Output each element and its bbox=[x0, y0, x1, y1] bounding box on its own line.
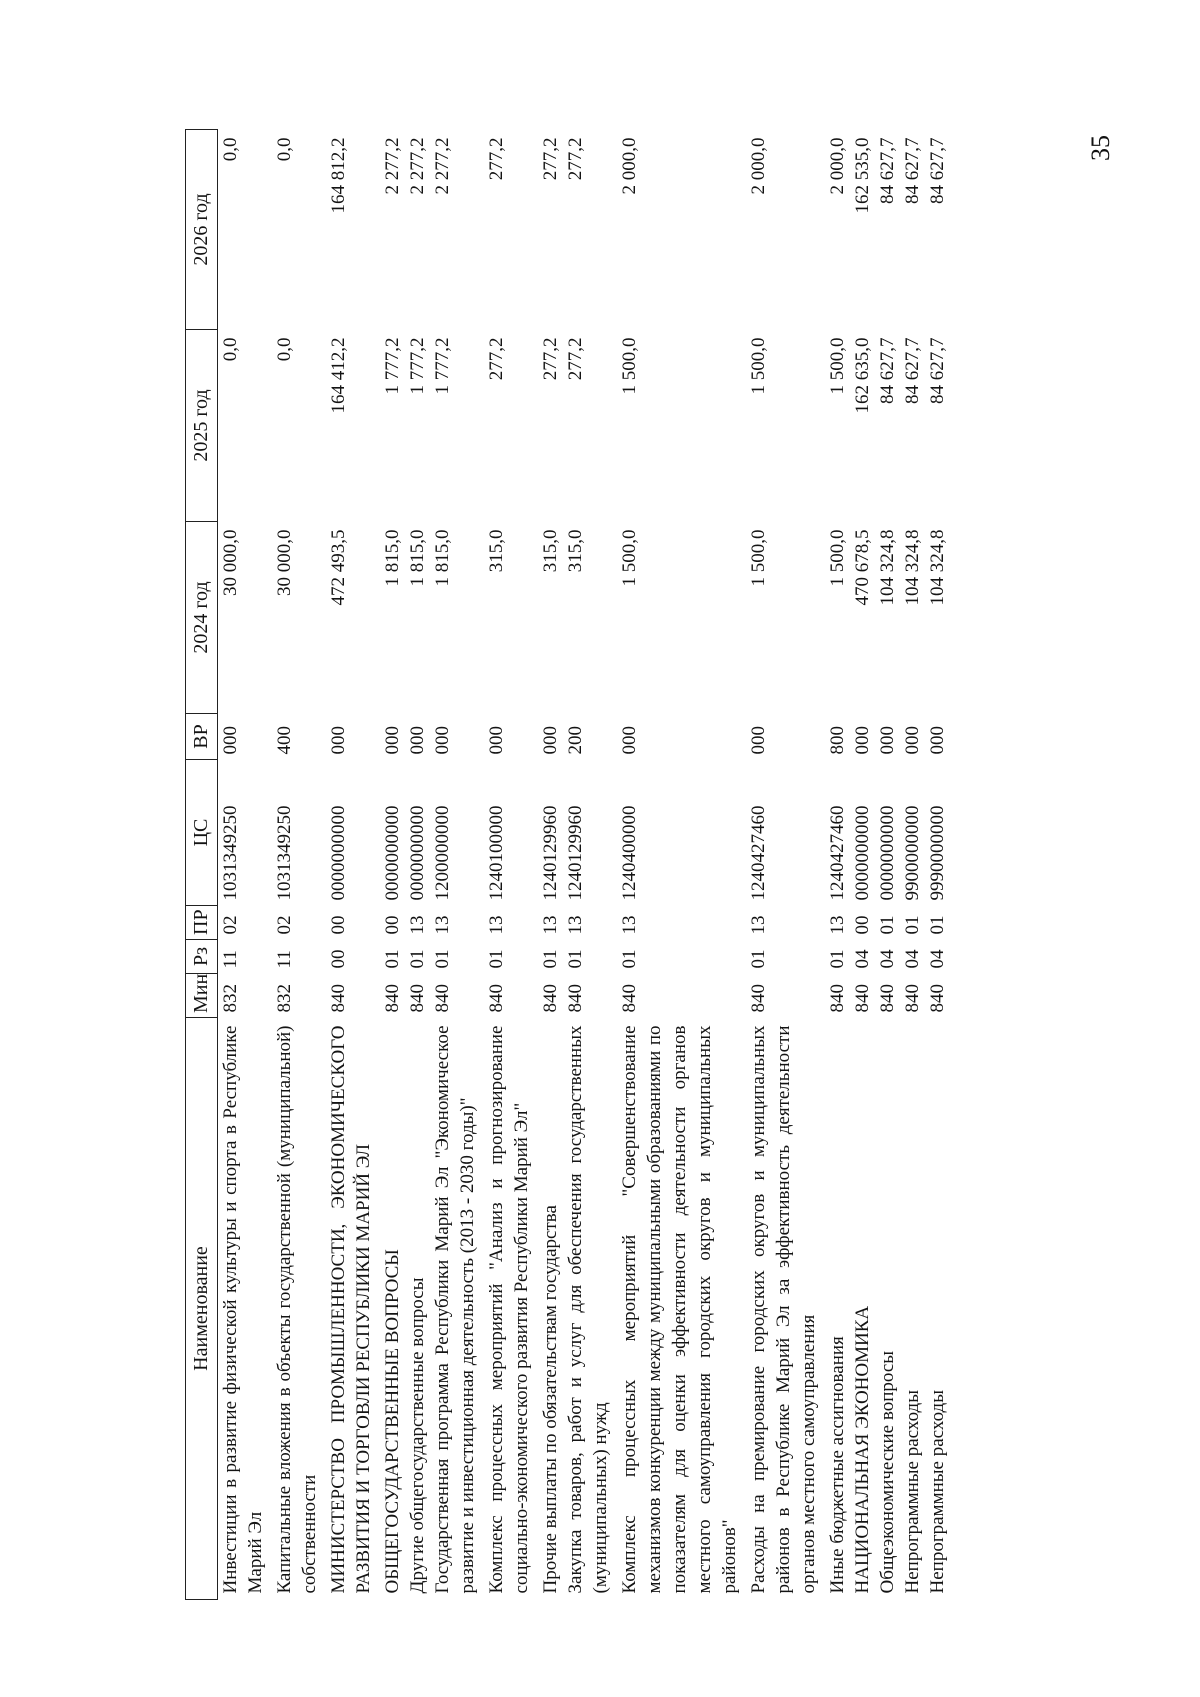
cell-pr: 13 bbox=[432, 915, 453, 935]
cell-y2026: 2 000,0 bbox=[748, 137, 769, 195]
header-pr: ПР bbox=[186, 906, 218, 940]
cell-y2026: 84 627,7 bbox=[902, 137, 923, 204]
cell-rz: 01 bbox=[486, 949, 507, 969]
cell-y2026: 277,2 bbox=[486, 137, 507, 181]
cell-min: 840 bbox=[852, 984, 873, 1013]
cell-rz: 04 bbox=[902, 949, 923, 969]
cell-cs: 9990000000 bbox=[927, 805, 948, 901]
cell-y2026: 2 277,2 bbox=[432, 137, 453, 195]
cell-y2026: 0,0 bbox=[274, 137, 295, 162]
cell-cs: 0000000000 bbox=[382, 805, 403, 901]
cell-y2026: 277,2 bbox=[540, 137, 561, 181]
cell-name: Общеэкономические вопросы bbox=[877, 1350, 898, 1594]
table-row bbox=[272, 130, 322, 1600]
table-row bbox=[405, 130, 430, 1600]
cell-min: 840 bbox=[927, 984, 948, 1013]
cell-y2024: 315,0 bbox=[565, 529, 586, 573]
header-cs: ЦС bbox=[186, 760, 218, 906]
table-row bbox=[617, 130, 742, 1600]
cell-y2025: 1 500,0 bbox=[748, 337, 769, 395]
cell-y2024: 1 500,0 bbox=[827, 529, 848, 587]
rotated-table-container bbox=[185, 130, 985, 1600]
cell-name: Капитальные вложения в объекты государственной (муниципальной) собственности bbox=[274, 1025, 320, 1594]
cell-y2024: 472 493,5 bbox=[328, 529, 349, 606]
cell-pr: 01 bbox=[927, 915, 948, 935]
cell-vr: 000 bbox=[220, 726, 241, 755]
cell-min: 840 bbox=[902, 984, 923, 1013]
cell-vr: 000 bbox=[619, 726, 640, 755]
cell-y2025: 277,2 bbox=[565, 337, 586, 381]
cell-y2026: 164 812,2 bbox=[328, 137, 349, 214]
cell-min: 840 bbox=[565, 984, 586, 1013]
cell-min: 840 bbox=[432, 984, 453, 1013]
table-row bbox=[218, 130, 269, 1600]
cell-pr: 01 bbox=[877, 915, 898, 935]
table-row bbox=[900, 130, 925, 1600]
cell-pr: 13 bbox=[407, 915, 428, 935]
cell-y2026: 277,2 bbox=[565, 137, 586, 181]
cell-rz: 11 bbox=[220, 950, 241, 969]
cell-vr: 200 bbox=[565, 726, 586, 755]
cell-cs: 1240427460 bbox=[827, 805, 848, 901]
cell-name: Закупка товаров, работ и услуг для обеспечения государственных (муниципальных) нужд bbox=[565, 1025, 611, 1594]
cell-y2024: 1 500,0 bbox=[619, 529, 640, 587]
cell-vr: 800 bbox=[827, 726, 848, 755]
cell-rz: 01 bbox=[540, 949, 561, 969]
cell-y2025: 1 777,2 bbox=[432, 337, 453, 395]
cell-name: ОБЩЕГОСУДАРСТВЕННЫЕ ВОПРОСЫ bbox=[382, 1249, 403, 1594]
cell-y2025: 277,2 bbox=[540, 337, 561, 381]
cell-cs: 1200000000 bbox=[432, 805, 453, 901]
cell-vr: 000 bbox=[540, 726, 561, 755]
cell-y2025: 0,0 bbox=[274, 337, 295, 362]
cell-y2026: 2 277,2 bbox=[382, 137, 403, 195]
cell-name: Иные бюджетные ассигнования bbox=[827, 1336, 848, 1594]
cell-vr: 000 bbox=[927, 726, 948, 755]
cell-y2025: 1 500,0 bbox=[827, 337, 848, 395]
cell-y2026: 0,0 bbox=[220, 137, 241, 162]
cell-vr: 000 bbox=[407, 726, 428, 755]
cell-cs: 1240129960 bbox=[565, 805, 586, 901]
cell-vr: 000 bbox=[877, 726, 898, 755]
cell-name: Комплекс процессных мероприятий "Анализ и прогнозирование социально-экономического развития Республики Марий Эл" bbox=[486, 1025, 532, 1594]
cell-name: МИНИСТЕРСТВО ПРОМЫШЛЕННОСТИ, ЭКОНОМИЧЕСКОГО РАЗВИТИЯ И ТОРГОВЛИ РЕСПУБЛИКИ МАРИЙ ЭЛ bbox=[328, 1025, 374, 1594]
cell-pr: 00 bbox=[328, 915, 349, 935]
cell-y2024: 104 324,8 bbox=[927, 529, 948, 606]
cell-y2025: 84 627,7 bbox=[877, 337, 898, 404]
table-row bbox=[875, 130, 900, 1600]
cell-rz: 01 bbox=[432, 949, 453, 969]
table-row bbox=[850, 130, 875, 1600]
cell-y2025: 1 500,0 bbox=[619, 337, 640, 395]
cell-min: 840 bbox=[827, 984, 848, 1013]
table-row bbox=[825, 130, 850, 1600]
cell-y2026: 2 000,0 bbox=[827, 137, 848, 195]
cell-min: 840 bbox=[407, 984, 428, 1013]
cell-y2025: 1 777,2 bbox=[407, 337, 428, 395]
cell-cs: 0000000000 bbox=[852, 805, 873, 901]
cell-rz: 04 bbox=[927, 949, 948, 969]
cell-cs: 1031349250 bbox=[220, 805, 241, 901]
cell-name: Расходы на премирование городских округов и муниципальных районов в Республике Марий Эл за эффективность деятельности органов местного самоуправления bbox=[748, 1025, 819, 1594]
cell-pr: 02 bbox=[220, 915, 241, 935]
cell-vr: 000 bbox=[902, 726, 923, 755]
cell-pr: 01 bbox=[902, 915, 923, 935]
header-name: Наименование bbox=[186, 1018, 218, 1600]
table-row bbox=[746, 130, 821, 1600]
cell-y2026: 2 000,0 bbox=[619, 137, 640, 195]
cell-pr: 02 bbox=[274, 915, 295, 935]
cell-cs: 9900000000 bbox=[902, 805, 923, 901]
cell-cs: 0000000000 bbox=[328, 805, 349, 901]
cell-min: 840 bbox=[382, 984, 403, 1013]
cell-rz: 00 bbox=[328, 949, 349, 969]
cell-min: 840 bbox=[748, 984, 769, 1013]
cell-y2024: 315,0 bbox=[486, 529, 507, 573]
cell-vr: 000 bbox=[382, 726, 403, 755]
cell-y2026: 84 627,7 bbox=[927, 137, 948, 204]
header-vr: ВР bbox=[186, 714, 218, 760]
cell-y2026: 84 627,7 bbox=[877, 137, 898, 204]
cell-pr: 00 bbox=[382, 915, 403, 935]
cell-pr: 00 bbox=[852, 915, 873, 935]
table-row bbox=[326, 130, 376, 1600]
cell-min: 832 bbox=[220, 984, 241, 1013]
cell-y2025: 277,2 bbox=[486, 337, 507, 381]
header-2026: 2026 год bbox=[186, 130, 218, 330]
cell-rz: 01 bbox=[619, 949, 640, 969]
cell-vr: 000 bbox=[432, 726, 453, 755]
cell-min: 832 bbox=[274, 984, 295, 1013]
cell-y2024: 104 324,8 bbox=[877, 529, 898, 606]
cell-y2026: 162 535,0 bbox=[852, 137, 873, 214]
cell-name: Государственная программа Республики Марий Эл "Экономическое развитие и инвестиционная деятельность (2013 - 2030 годы)" bbox=[432, 1025, 478, 1594]
cell-rz: 04 bbox=[877, 949, 898, 969]
cell-y2025: 162 635,0 bbox=[852, 337, 873, 414]
cell-vr: 000 bbox=[328, 726, 349, 755]
page-number: 35 bbox=[1086, 135, 1115, 161]
cell-y2026: 2 277,2 bbox=[407, 137, 428, 195]
cell-rz: 01 bbox=[382, 949, 403, 969]
cell-y2024: 1 815,0 bbox=[407, 529, 428, 587]
budget-table bbox=[185, 129, 950, 1600]
cell-y2025: 1 777,2 bbox=[382, 337, 403, 395]
table-row bbox=[563, 130, 613, 1600]
header-min: Мин bbox=[186, 974, 218, 1018]
cell-y2024: 470 678,5 bbox=[852, 529, 873, 606]
cell-y2025: 164 412,2 bbox=[328, 337, 349, 414]
cell-vr: 000 bbox=[852, 726, 873, 755]
header-2025: 2025 год bbox=[186, 330, 218, 522]
cell-y2025: 84 627,7 bbox=[902, 337, 923, 404]
header-2024: 2024 год bbox=[186, 522, 218, 714]
cell-min: 840 bbox=[486, 984, 507, 1013]
cell-y2024: 315,0 bbox=[540, 529, 561, 573]
cell-y2025: 84 627,7 bbox=[927, 337, 948, 404]
cell-y2025: 0,0 bbox=[220, 337, 241, 362]
cell-min: 840 bbox=[328, 984, 349, 1013]
cell-pr: 13 bbox=[619, 915, 640, 935]
cell-cs: 1240400000 bbox=[619, 805, 640, 901]
cell-y2024: 104 324,8 bbox=[902, 529, 923, 606]
cell-vr: 000 bbox=[748, 726, 769, 755]
cell-rz: 04 bbox=[852, 949, 873, 969]
table-body bbox=[218, 130, 951, 1600]
cell-y2024: 1 500,0 bbox=[748, 529, 769, 587]
cell-min: 840 bbox=[540, 984, 561, 1013]
cell-rz: 01 bbox=[748, 949, 769, 969]
cell-pr: 13 bbox=[565, 915, 586, 935]
cell-y2024: 30 000,0 bbox=[274, 529, 295, 596]
cell-pr: 13 bbox=[827, 915, 848, 935]
cell-cs: 1240100000 bbox=[486, 805, 507, 901]
cell-cs: 0000000000 bbox=[407, 805, 428, 901]
cell-vr: 000 bbox=[486, 726, 507, 755]
cell-name: Непрограммные расходы bbox=[927, 1390, 948, 1594]
table-row bbox=[925, 130, 950, 1600]
cell-pr: 13 bbox=[540, 915, 561, 935]
table-row bbox=[430, 130, 480, 1600]
cell-cs: 0000000000 bbox=[877, 805, 898, 901]
cell-cs: 1240129960 bbox=[540, 805, 561, 901]
table-row bbox=[484, 130, 534, 1600]
cell-min: 840 bbox=[619, 984, 640, 1013]
cell-cs: 1031349250 bbox=[274, 805, 295, 901]
header-rz: Рз bbox=[186, 940, 218, 974]
cell-name: НАЦИОНАЛЬНАЯ ЭКОНОМИКА bbox=[852, 1305, 873, 1594]
cell-pr: 13 bbox=[486, 915, 507, 935]
cell-vr: 400 bbox=[274, 726, 295, 755]
table-header-row bbox=[186, 130, 218, 1600]
cell-rz: 11 bbox=[274, 950, 295, 969]
cell-rz: 01 bbox=[407, 949, 428, 969]
cell-name: Другие общегосударственные вопросы bbox=[407, 1277, 428, 1594]
cell-name: Непрограммные расходы bbox=[902, 1390, 923, 1594]
cell-rz: 01 bbox=[827, 949, 848, 969]
cell-y2024: 1 815,0 bbox=[432, 529, 453, 587]
cell-name: Комплекс процессных мероприятий "Совершенствование механизмов конкуренции между муниципальными образованиями по показателям для оценки эффективности деятельности органов местного самоуправления городских округов и муниципальных районов" bbox=[619, 1025, 740, 1594]
cell-y2024: 30 000,0 bbox=[220, 529, 241, 596]
cell-cs: 1240427460 bbox=[748, 805, 769, 901]
cell-name: Инвестиции в развитие физической культуры и спорта в Республике Марий Эл bbox=[220, 1025, 266, 1594]
cell-pr: 13 bbox=[748, 915, 769, 935]
table-row bbox=[538, 130, 563, 1600]
cell-name: Прочие выплаты по обязательствам государства bbox=[540, 1205, 561, 1594]
cell-rz: 01 bbox=[565, 949, 586, 969]
cell-min: 840 bbox=[877, 984, 898, 1013]
cell-y2024: 1 815,0 bbox=[382, 529, 403, 587]
table-row bbox=[380, 130, 405, 1600]
